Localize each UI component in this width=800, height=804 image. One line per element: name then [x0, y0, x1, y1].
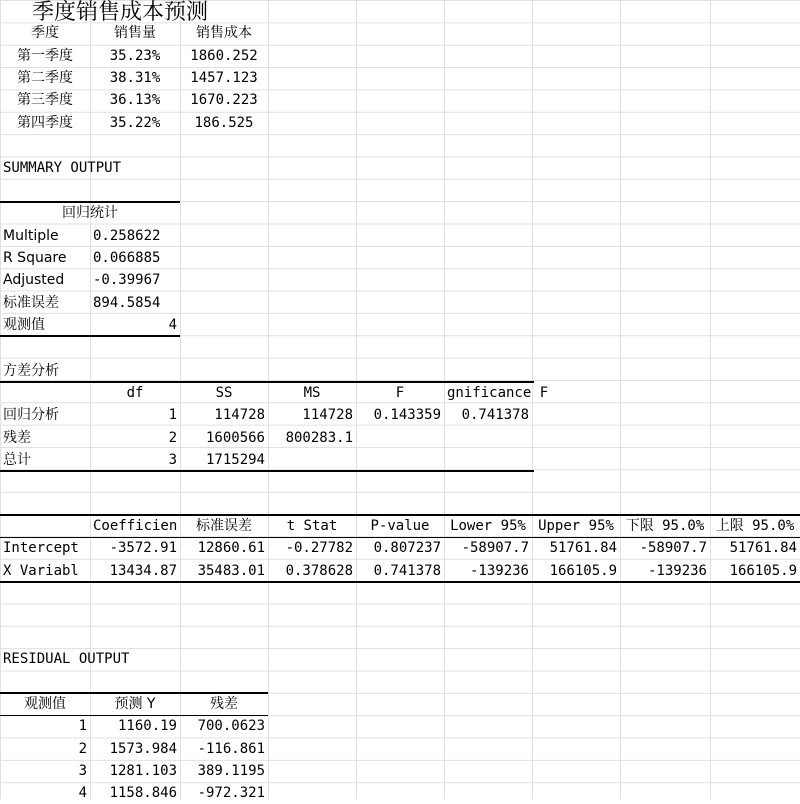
regression-stat-label[interactable]: 标准误差 [3, 294, 59, 311]
anova-cell[interactable]: 114728 [214, 407, 265, 424]
residual-cell[interactable]: 2 [78, 740, 87, 757]
anova-cell[interactable]: 1715294 [205, 452, 265, 468]
regression-stat-label[interactable]: Multiple [3, 227, 59, 244]
anova-cell[interactable]: 总计 [3, 452, 31, 468]
coefficients-cell[interactable]: X Variabl [3, 562, 79, 579]
residual-cell[interactable]: 4 [78, 785, 87, 802]
coefficients-cell[interactable]: Intercept [3, 540, 79, 557]
quarters-cell[interactable]: 第四季度 [17, 114, 73, 131]
coefficients-cell[interactable]: -139236 [647, 562, 707, 579]
coefficients-cell[interactable]: -3572.91 [109, 540, 177, 557]
coefficients-header-cell[interactable]: 标准误差 [196, 518, 252, 535]
quarters-cell[interactable]: 第一季度 [17, 47, 73, 64]
quarters-cell[interactable]: 第三季度 [17, 92, 73, 109]
coefficients-cell[interactable]: -58907.7 [461, 540, 529, 557]
anova-cell[interactable]: 3 [168, 452, 177, 468]
regression-bottom-rule [0, 335, 180, 337]
summary-output-label[interactable]: SUMMARY OUTPUT [3, 160, 122, 177]
residual-cell[interactable]: -972.321 [197, 785, 265, 802]
quarters-cell[interactable]: 36.13% [109, 92, 161, 109]
anova-header-cell[interactable]: F [395, 384, 405, 401]
regression-stat-value[interactable]: 0.258622 [93, 227, 161, 244]
sheet-title[interactable]: 季度销售成本预测 [32, 0, 209, 25]
quarters-header-cell[interactable]: 销售成本 [196, 25, 252, 42]
coefficients-header-rule [0, 537, 800, 538]
quarters-cell[interactable]: 1457.123 [190, 70, 258, 87]
quarters-cell[interactable]: 35.22% [109, 114, 161, 131]
coefficients-header-cell[interactable]: 下限 95.0% [625, 518, 705, 535]
quarters-header-cell[interactable]: 季度 [31, 25, 59, 42]
residual-cell[interactable]: 389.1195 [197, 762, 265, 779]
coefficients-cell[interactable]: 0.741378 [373, 562, 441, 579]
regression-stat-value[interactable]: -0.39967 [93, 272, 161, 289]
coefficients-header-cell[interactable]: t Stat [286, 518, 338, 535]
coefficients-cell[interactable]: -139236 [469, 562, 529, 579]
coefficients-bottom-rule [0, 581, 800, 583]
regression-stats-header[interactable]: 回归统计 [62, 205, 118, 222]
anova-cell[interactable]: 0.143359 [373, 407, 441, 424]
anova-cell[interactable]: 1600566 [205, 429, 265, 446]
anova-cell[interactable]: 800283.1 [285, 429, 353, 446]
coefficients-cell[interactable]: 35483.01 [197, 562, 265, 579]
regression-stat-value[interactable]: 894.5854 [93, 294, 161, 311]
regression-stat-label[interactable]: 观测值 [3, 316, 45, 333]
residual-header-rule [0, 715, 268, 716]
coefficients-header-cell[interactable]: Coefficien [93, 518, 178, 535]
regression-stat-label[interactable]: R Square [3, 249, 67, 266]
quarters-header-cell[interactable]: 销售量 [114, 25, 156, 42]
residual-header-cell[interactable]: 观测值 [24, 695, 66, 712]
anova-bottom-rule [0, 470, 534, 472]
anova-cell[interactable]: 2 [168, 429, 177, 446]
coefficients-top-rule [0, 514, 800, 516]
regression-top-rule [0, 201, 180, 203]
coefficients-cell[interactable]: 0.807237 [373, 540, 441, 557]
residual-cell[interactable]: 1158.846 [109, 785, 177, 802]
anova-header-cell[interactable]: MS [303, 384, 321, 401]
anova-header-cell[interactable]: gnificance F [447, 384, 549, 401]
coefficients-header-cell[interactable]: Lower 95% [450, 518, 526, 535]
coefficients-cell[interactable]: 13434.87 [109, 562, 177, 579]
coefficients-cell[interactable]: -58907.7 [639, 540, 707, 557]
residual-header-cell[interactable]: 残差 [210, 695, 238, 712]
residual-cell[interactable]: 700.0623 [197, 718, 265, 735]
quarters-cell[interactable]: 1670.223 [190, 92, 258, 109]
quarters-cell[interactable]: 38.31% [109, 70, 161, 87]
coefficients-cell[interactable]: -0.27782 [285, 540, 353, 557]
anova-cell[interactable]: 回归分析 [3, 407, 59, 424]
coefficients-cell[interactable]: 12860.61 [197, 540, 265, 557]
residual-header-cell[interactable]: 预测 Y [114, 695, 156, 712]
coefficients-cell[interactable]: 166105.9 [549, 562, 617, 579]
regression-stat-label[interactable]: Adjusted [3, 272, 65, 289]
quarters-cell[interactable]: 第二季度 [17, 70, 73, 87]
coefficients-cell[interactable]: 51761.84 [549, 540, 617, 557]
anova-cell[interactable]: 0.741378 [461, 407, 529, 424]
residual-cell[interactable]: 1 [78, 718, 87, 735]
residual-top-rule [0, 692, 268, 694]
residual-cell[interactable]: 1160.19 [117, 718, 177, 735]
quarters-cell[interactable]: 35.23% [109, 47, 161, 64]
residual-cell[interactable]: 3 [78, 762, 87, 779]
residual-output-label[interactable]: RESIDUAL OUTPUT [3, 651, 130, 668]
regression-stat-value[interactable]: 0.066885 [93, 249, 161, 266]
coefficients-header-cell[interactable]: 上限 95.0% [715, 518, 795, 535]
anova-label[interactable]: 方差分析 [3, 362, 59, 379]
anova-header-cell[interactable]: df [126, 384, 144, 401]
quarters-cell[interactable]: 186.525 [194, 114, 254, 131]
regression-stat-value[interactable]: 4 [168, 316, 177, 333]
anova-cell[interactable]: 114728 [302, 407, 353, 424]
quarters-cell[interactable]: 1860.252 [190, 47, 258, 64]
coefficients-header-cell[interactable]: P-value [370, 518, 430, 535]
anova-header-cell[interactable]: SS [215, 384, 233, 401]
coefficients-cell[interactable]: 0.378628 [285, 562, 353, 579]
coefficients-header-cell[interactable]: Upper 95% [538, 518, 614, 535]
residual-cell[interactable]: 1281.103 [109, 762, 177, 779]
anova-cell[interactable]: 1 [168, 407, 177, 424]
anova-cell[interactable]: 残差 [3, 429, 31, 446]
coefficients-cell[interactable]: 51761.84 [729, 540, 797, 557]
coefficients-cell[interactable]: 166105.9 [729, 562, 797, 579]
residual-cell[interactable]: 1573.984 [109, 740, 177, 757]
residual-cell[interactable]: -116.861 [197, 740, 265, 757]
anova-top-rule [0, 381, 534, 383]
